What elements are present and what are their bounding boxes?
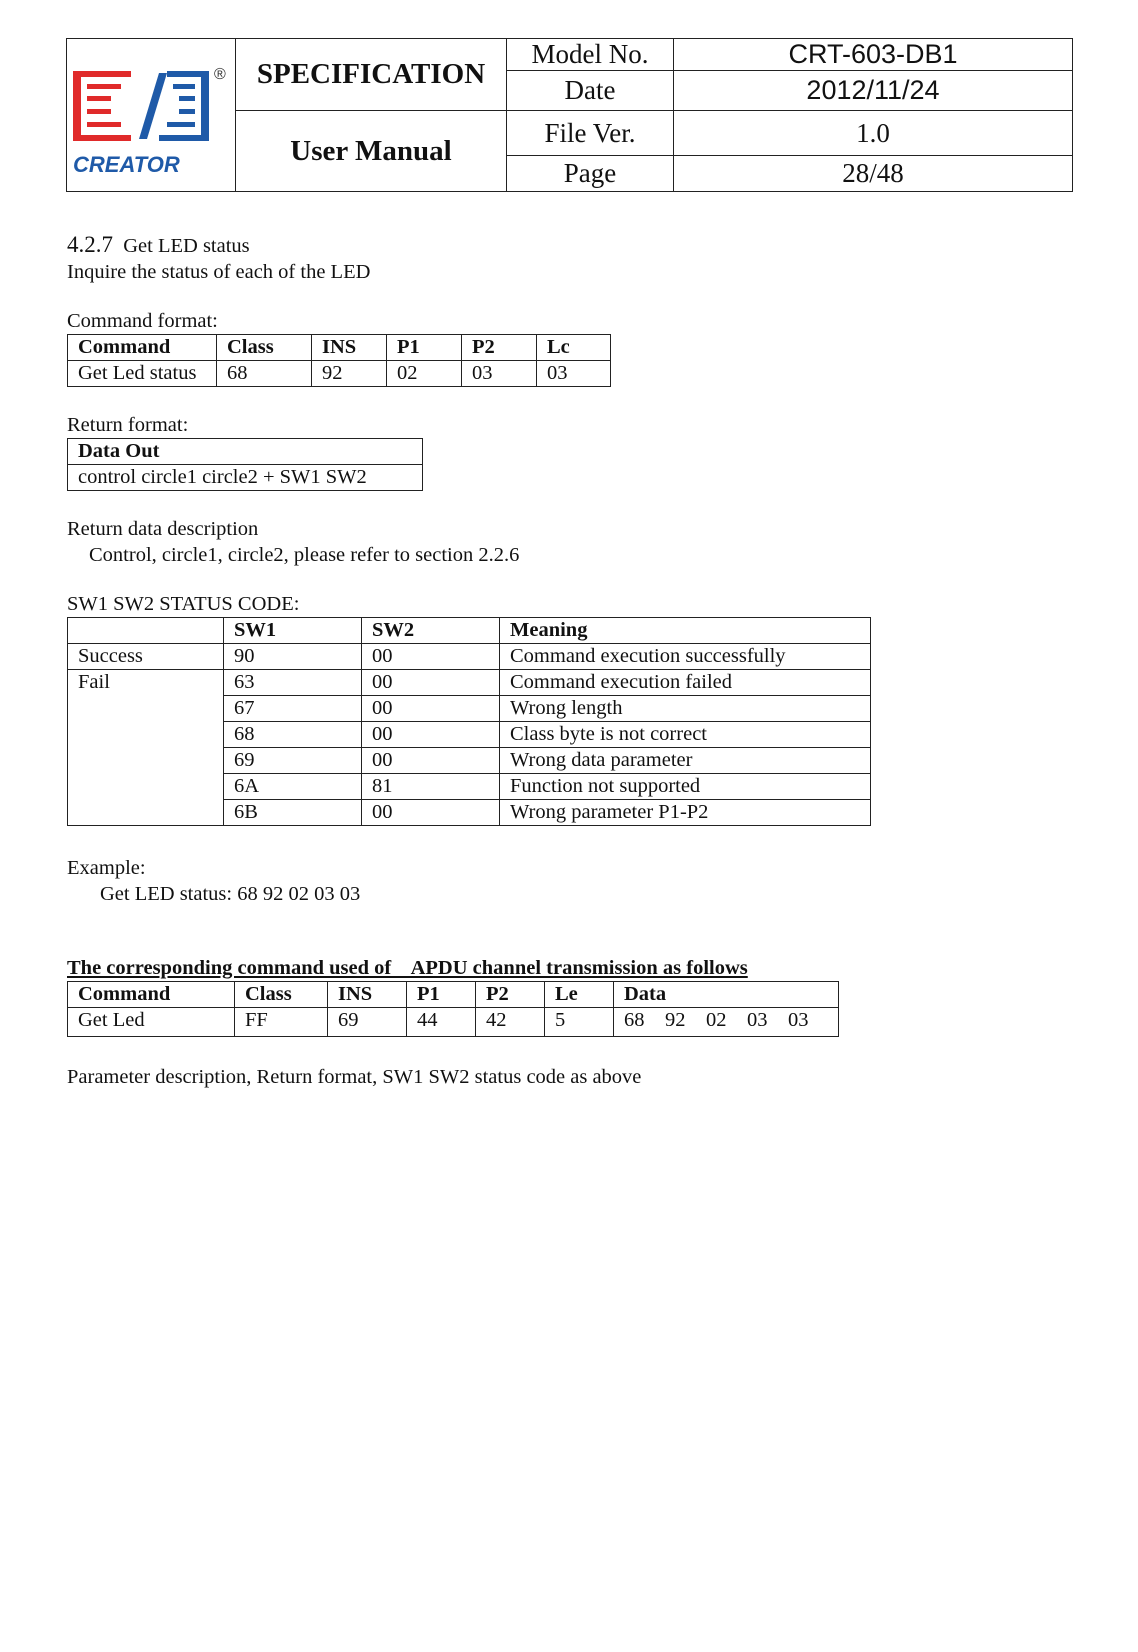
apdu-table: [67, 981, 839, 1037]
table-cell: 6A: [224, 774, 362, 800]
table-header: Meaning: [500, 618, 871, 644]
table-header: SW2: [362, 618, 500, 644]
registered-mark: ®: [214, 66, 226, 83]
table-header: Command: [68, 982, 235, 1008]
table-cell: 6B: [224, 800, 362, 826]
return-format-table: [67, 438, 423, 491]
footer-note: Parameter description, Return format, SW1 SW2 status code as above: [67, 1066, 642, 1088]
table-cell: 02: [387, 361, 462, 387]
command-format-table: [67, 334, 611, 387]
model-value: CRT-603-DB1: [674, 39, 1073, 71]
table-cell: 00: [362, 644, 500, 670]
table-header: [68, 618, 224, 644]
file-ver-label: File Ver.: [507, 111, 674, 156]
example-text: Get LED status: 68 92 02 03 03: [100, 883, 361, 905]
table-cell: Function not supported: [500, 774, 871, 800]
table-cell: 69: [328, 1008, 407, 1037]
table-cell: Command execution successfully: [500, 644, 871, 670]
table-cell: Get Led status: [68, 361, 217, 387]
table-cell: 68: [224, 722, 362, 748]
table-header: P1: [387, 335, 462, 361]
table-cell: 03: [462, 361, 537, 387]
table-header: Class: [235, 982, 328, 1008]
table-cell: control circle1 circle2 + SW1 SW2: [68, 465, 423, 491]
page-label: Page: [507, 156, 674, 192]
table-header: P2: [462, 335, 537, 361]
table-cell: Get Led: [68, 1008, 235, 1037]
status-code-table: [67, 617, 871, 826]
page-value: 28/48: [674, 156, 1073, 192]
table-cell: 68: [217, 361, 312, 387]
table-header: Data: [614, 982, 839, 1008]
table-header: P1: [407, 982, 476, 1008]
table-header: INS: [312, 335, 387, 361]
table-header: SW1: [224, 618, 362, 644]
date-value: 2012/11/24: [674, 71, 1073, 111]
creator-logo: [67, 39, 236, 192]
table-header: Data Out: [68, 439, 423, 465]
table-cell: Wrong length: [500, 696, 871, 722]
status-code-label: SW1 SW2 STATUS CODE:: [67, 593, 300, 615]
status-category: Fail: [68, 670, 224, 826]
date-label: Date: [507, 71, 674, 111]
section-intro: Inquire the status of each of the LED: [67, 261, 371, 283]
table-header: Command: [68, 335, 217, 361]
document-header: [66, 38, 1073, 192]
apdu-heading: The corresponding command used of APDU channel transmission as follows: [67, 957, 748, 979]
logo-brand-text: CREATOR: [73, 152, 180, 177]
table-cell: 00: [362, 722, 500, 748]
return-format-label: Return format:: [67, 414, 189, 436]
table-cell: 44: [407, 1008, 476, 1037]
table-cell: Class byte is not correct: [500, 722, 871, 748]
command-format-label: Command format:: [67, 310, 218, 332]
table-header: Class: [217, 335, 312, 361]
table-header: INS: [328, 982, 407, 1008]
table-cell: FF: [235, 1008, 328, 1037]
return-desc-text: Control, circle1, circle2, please refer to section 2.2.6: [89, 544, 520, 566]
status-category: Success: [68, 644, 224, 670]
table-cell: 00: [362, 670, 500, 696]
table-cell: 90: [224, 644, 362, 670]
creator-logo-icon: [67, 39, 235, 186]
table-header: P2: [476, 982, 545, 1008]
return-desc-label: Return data description: [67, 518, 259, 540]
table-cell: Wrong parameter P1-P2: [500, 800, 871, 826]
table-cell: Wrong data parameter: [500, 748, 871, 774]
example-label: Example:: [67, 857, 146, 879]
table-row: [68, 670, 871, 696]
table-cell: 00: [362, 748, 500, 774]
table-cell: 68 92 02 03 03: [614, 1008, 839, 1037]
table-cell: 00: [362, 800, 500, 826]
table-header: Le: [545, 982, 614, 1008]
table-header: Lc: [537, 335, 611, 361]
table-cell: Command execution failed: [500, 670, 871, 696]
table-cell: 92: [312, 361, 387, 387]
table-row: [68, 644, 871, 670]
doc-type: SPECIFICATION: [236, 39, 507, 111]
table-cell: 00: [362, 696, 500, 722]
table-cell: 69: [224, 748, 362, 774]
table-cell: 5: [545, 1008, 614, 1037]
section-heading: [67, 232, 250, 259]
table-cell: 81: [362, 774, 500, 800]
doc-subtype: User Manual: [236, 111, 507, 192]
table-cell: 63: [224, 670, 362, 696]
table-cell: 42: [476, 1008, 545, 1037]
model-label: Model No.: [507, 39, 674, 71]
table-cell: 67: [224, 696, 362, 722]
table-cell: 03: [537, 361, 611, 387]
file-ver-value: 1.0: [674, 111, 1073, 156]
section-number: 4.2.7: [67, 232, 113, 257]
section-title: Get LED status: [123, 235, 250, 257]
